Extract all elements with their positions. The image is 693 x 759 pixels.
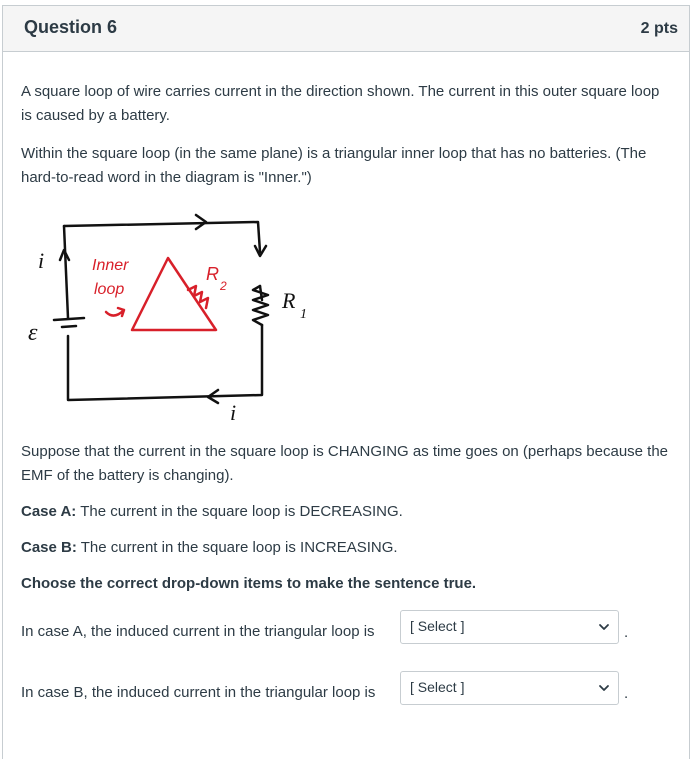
- outer-loop-wire: [64, 222, 260, 252]
- r2-label: R: [206, 264, 219, 284]
- emf-label: ε: [28, 320, 38, 346]
- case-b-text: The current in the square loop is INCREASING.: [76, 539, 398, 556]
- question-title: Question 6: [24, 17, 118, 37]
- inner-triangle-loop: [132, 258, 216, 330]
- dropdown-b-prompt: In case B, the induced current in the triangular loop is: [21, 684, 376, 701]
- case-b-label: Case B:: [21, 539, 77, 556]
- chevron-down-icon: [598, 622, 610, 632]
- r1-label: R: [282, 288, 296, 313]
- dropdown-case-b-value: [ Select ]: [410, 679, 465, 695]
- instruction: Choose the correct drop-down items to make the sentence true.: [21, 575, 477, 592]
- dropdown-b-period: .: [624, 685, 629, 702]
- paragraph-intro: A square loop of wire carries current in the direction shown. The current in this outer square loop is caused by a battery.: [21, 83, 660, 124]
- question-header: [3, 6, 689, 52]
- dropdown-case-a[interactable]: [400, 610, 619, 644]
- dropdown-a-period: .: [624, 624, 629, 641]
- current-label-bottom: i: [230, 400, 237, 425]
- resistor-r1: [253, 286, 268, 325]
- case-a-text: The current in the square loop is DECREASING.: [76, 503, 403, 520]
- loop-label: loop: [94, 281, 125, 298]
- r1-subscript: 1: [300, 307, 307, 322]
- case-b: [21, 536, 671, 560]
- dropdown-case-b[interactable]: [400, 671, 619, 705]
- case-a-label: Case A:: [21, 503, 77, 520]
- r2-subscript: 2: [220, 279, 227, 293]
- dropdown-a-prompt: In case A, the induced current in the triangular loop is: [21, 623, 375, 640]
- circuit-diagram: [28, 200, 328, 425]
- chevron-down-icon: [598, 683, 610, 693]
- dropdown-case-a-value: [ Select ]: [410, 618, 465, 634]
- battery-symbol: [54, 318, 84, 327]
- question-points: 2 pts: [640, 20, 678, 37]
- inner-label: Inner: [92, 257, 129, 274]
- current-label-left: i: [38, 248, 45, 273]
- paragraph-inner-loop: Within the square loop (in the same plane) is a triangular inner loop that has no batteries. (The hard-to-read word in the diagram is "Inner."): [21, 145, 647, 186]
- case-a: [21, 500, 671, 524]
- inner-loop-arrow-icon: [106, 308, 124, 316]
- paragraph-changing: Suppose that the current in the square loop is CHANGING as time goes on (perhaps because the EMF of the battery is changing).: [21, 443, 669, 484]
